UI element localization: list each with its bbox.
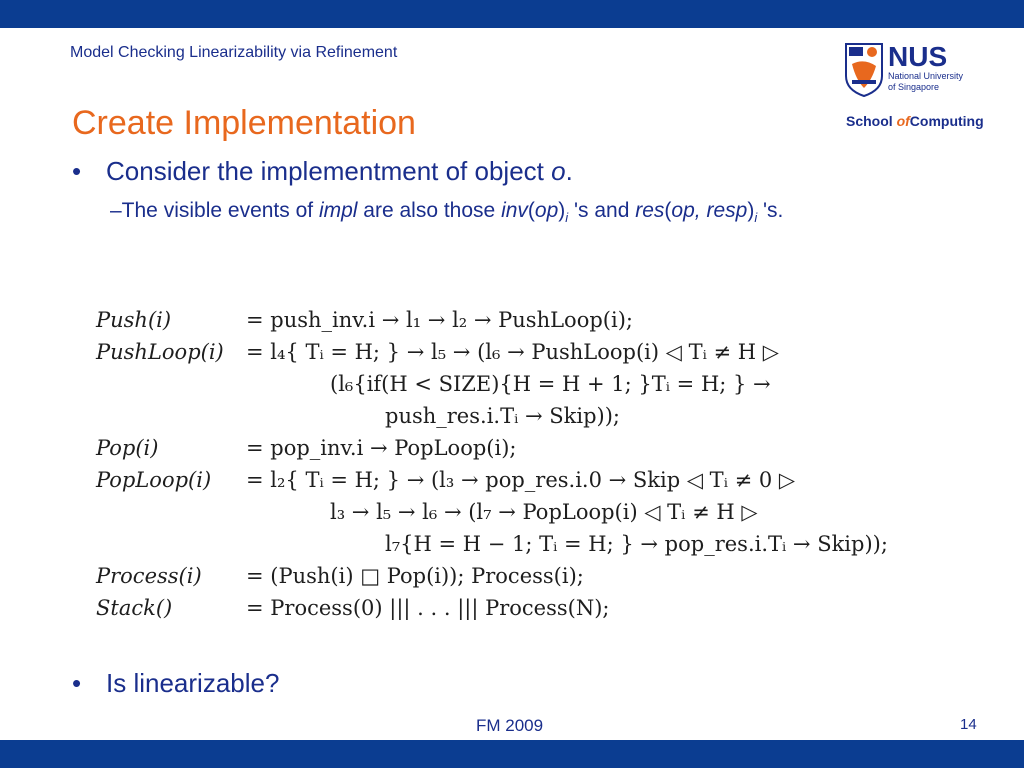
op-italic: op bbox=[534, 199, 559, 222]
op-resp-italic: op, resp bbox=[671, 199, 748, 222]
sub-text-3: 's and bbox=[568, 199, 636, 222]
svg-text:NUS: NUS bbox=[888, 41, 948, 72]
math-rhs: l₇{H = H − 1; Tᵢ = H; } → pop_res.i.Tᵢ → Skip)); bbox=[385, 532, 888, 556]
res-italic: res bbox=[635, 199, 665, 222]
school-prefix: School bbox=[846, 113, 893, 129]
subscript-i: i bbox=[565, 210, 569, 226]
impl-italic: impl bbox=[318, 199, 358, 222]
math-rhs: = push_inv.i → l₁ → l₂ → PushLoop(i); bbox=[246, 308, 633, 332]
sub-text-4: 's. bbox=[757, 199, 784, 222]
math-rhs: = l₂{ Tᵢ = H; } → (l₃ → pop_res.i.0 → Skip ◁ Tᵢ ≠ 0 ▷ bbox=[246, 468, 796, 492]
svg-text:of Singapore: of Singapore bbox=[888, 82, 940, 92]
math-rhs: = pop_inv.i → PopLoop(i); bbox=[246, 436, 517, 460]
bullet-dot: • bbox=[72, 668, 82, 698]
math-lhs: Push(i) bbox=[96, 308, 172, 332]
sub-text-2: are also those bbox=[357, 199, 502, 222]
top-banner bbox=[0, 0, 1024, 28]
footer-conference: FM 2009 bbox=[476, 716, 544, 735]
math-rhs: push_res.i.Tᵢ → Skip)); bbox=[385, 404, 620, 428]
math-rhs: (l₆{if(H < SIZE){H = H + 1; }Tᵢ = H; } → bbox=[330, 372, 771, 396]
school-suffix: Computing bbox=[909, 113, 984, 129]
bottom-banner bbox=[0, 740, 1024, 768]
sub-text-1: –The visible events of bbox=[110, 199, 319, 222]
slide-title: Create Implementation bbox=[72, 104, 416, 142]
bullet-italic-o: o bbox=[551, 156, 566, 186]
bullet-dot: • bbox=[72, 156, 82, 186]
bullet-text: Consider the implementment of object bbox=[106, 156, 552, 186]
math-rhs: = l₄{ Tᵢ = H; } → l₅ → (l₆ → PushLoop(i) ◁ Tᵢ ≠ H ▷ bbox=[246, 340, 779, 364]
sub-bullet-visible-events: –The visible events of impl are also those $inv(op)_i$ 's and res(op, $resp)_i$ 's. bbox=[110, 199, 784, 226]
math-lhs: PushLoop(i) bbox=[96, 340, 224, 364]
bullet-implementment bbox=[72, 156, 573, 187]
page-number: 14 bbox=[960, 716, 977, 733]
bullet-text: Is linearizable? bbox=[106, 668, 280, 698]
math-rhs: l₃ → l₅ → l₆ → (l₇ → PopLoop(i) ◁ Tᵢ ≠ H ▷ bbox=[330, 500, 758, 524]
math-lhs: Process(i) bbox=[96, 564, 202, 588]
math-rhs: = (Push(i) □ Pop(i)); Process(i); bbox=[246, 564, 584, 588]
inv-italic: inv bbox=[501, 199, 528, 222]
bullet-linearizable bbox=[72, 668, 279, 699]
school-of-computing bbox=[846, 113, 984, 129]
math-rhs: = Process(0) ||| . . . ||| Process(N); bbox=[246, 596, 610, 620]
math-lhs: Stack() bbox=[96, 596, 173, 620]
math-lhs: Pop(i) bbox=[96, 436, 159, 460]
presentation-title: Model Checking Linearizability via Refinement bbox=[70, 44, 398, 61]
math-lhs: PopLoop(i) bbox=[96, 468, 212, 492]
svg-text:National University: National University bbox=[888, 71, 964, 81]
subscript-i-2: i bbox=[754, 210, 758, 226]
bullet-end: . bbox=[565, 156, 573, 186]
school-of: of bbox=[896, 113, 910, 129]
